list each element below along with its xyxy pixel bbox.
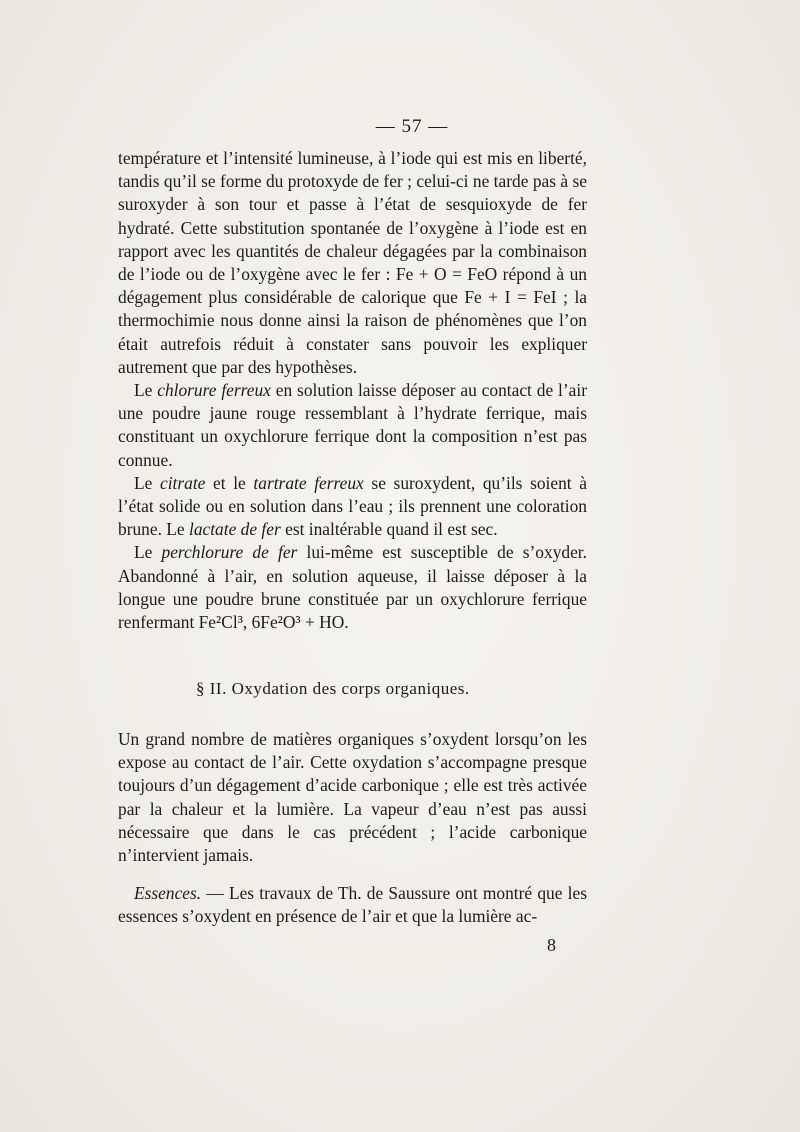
term-essences: Essences. — [134, 883, 202, 903]
text-segment: est inaltérable quand il est sec. — [280, 519, 498, 540]
signature-mark: 8 — [547, 935, 556, 955]
text-block-iron-oxidation — [118, 147, 587, 634]
term-citrate: citrate — [159, 472, 206, 493]
paragraph-organic-matter: Un grand nombre de matières organiques s’oxydent lorsqu’on les expose au contact de l’air. Cette oxydation s’accompagne presque toujours d’un dégagement d’acide carbonique ; elle est très activée par la chaleur et la lumière. La vapeur d’eau n’est pas aussi nécessaire que dans le cas précédent ; l’acide carbonique n’intervient jamais. — [118, 729, 587, 866]
paragraph-citrate-tartrate — [118, 472, 587, 542]
text-segment: se suroxydent, qu’ils soient à l’état solide ou en solution dans l’eau ; ils prennent une coloration brune. Le — [118, 472, 587, 540]
page-number: — 57 — — [375, 116, 449, 137]
text-segment: Le — [134, 380, 158, 401]
paragraph-iodide-oxidation: température et l’intensité lumineuse, à l’iode qui est mis en liberté, tandis qu’il se forme du protoxyde de fer ; celui-ci ne tarde pas à se suroxyder à son tour et passe à l’état de sesquioxyde de fer hydraté. Cette substitution spontanée de l’oxygène à l’iode est en rapport avec les quantités de chaleur dégagées par la combinaison de l’iode ou de l’oxygène avec le fer : Fe + O = FeO répond à un dégagement plus considérable de calorique que Fe + I = FeI ; la thermochimie nous donne ainsi la raison de phénomènes que l’on était autrefois réduit à constater sans pouvoir les expliquer autrement que par des hypothèses. — [118, 148, 587, 377]
text-block-organic-oxidation — [118, 728, 587, 867]
text-block-essences — [118, 882, 587, 928]
term-tartrate: tartrate ferreux — [253, 472, 364, 493]
paragraph-essences — [118, 882, 587, 928]
term-perchloride: perchlorure de fer — [161, 542, 298, 563]
text-segment: lui-même est susceptible de s’oxyder. Abandonné à l’air, en solution aqueuse, il laisse déposer à la longue une poudre brune constituée par un oxychlorure ferrique renfermant Fe²Cl³, 6Fe²O³ + HO. — [118, 542, 587, 633]
text-segment: Le — [134, 472, 160, 493]
paragraph-perchloride — [118, 541, 587, 634]
term-ferrous-chloride: chlorure ferreux — [157, 380, 271, 401]
paragraph-ferrous-chloride — [118, 379, 587, 472]
section-heading: § II. Oxydation des corps organiques. — [196, 679, 470, 698]
text-segment: en solution laisse déposer au contact de l’air une poudre jaune rouge ressemblant à l’hydrate ferrique, mais constituant un oxychlorure ferrique dont la composition n’est pas connue. — [118, 380, 587, 470]
text-segment: et le — [205, 472, 254, 493]
text-segment: Le — [134, 542, 162, 563]
text-segment: — Les travaux de Th. de Saussure ont montré que les essences s’oxydent en présence de l’air et que la lumière ac- — [118, 883, 587, 927]
term-lactate: lactate de fer — [188, 519, 281, 540]
